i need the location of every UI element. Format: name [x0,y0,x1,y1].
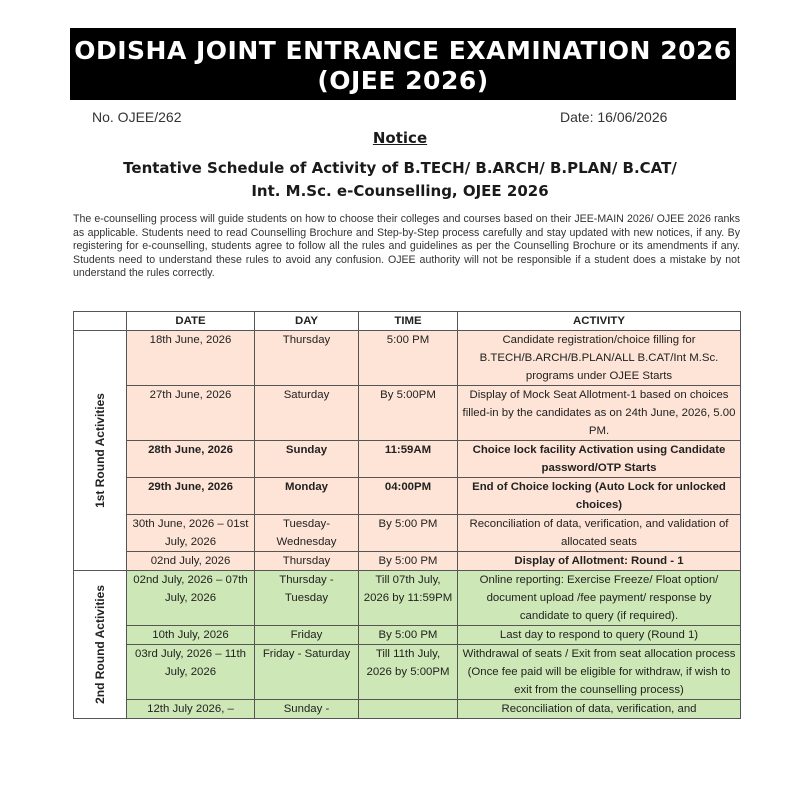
cell-date: 27th June, 2026 [127,386,255,441]
cell-date: 12th July 2026, – [127,700,255,719]
cell-activity: Withdrawal of seats / Exit from seat allocation process (Once fee paid will be eligible for withdraw, if wish to exit from the counselling process) [458,645,741,700]
header-time: TIME [359,312,458,331]
table-row [74,331,741,386]
cell-day: Tuesday-Wednesday [255,515,359,552]
cell-day: Thursday [255,552,359,571]
cell-activity: Reconciliation of data, verification, and validation of allocated seats [458,515,741,552]
intro-paragraph: The e-counselling process will guide students on how to choose their colleges and courses based on their JEE-MAIN 2026/ OJEE 2026 ranks as applicable. Students need to read Counselling Brochure and Step-by-Step process carefully and stay updated with new notices, if any. By registering for e-counselling, students agree to follow all the rules and guidelines as per the Counselling Brochure or its amendments if any. Students need to understand these rules to avoid any confusion. OJEE authority will not be responsible if a student does a mistake by not understand the rules correctly. [73,213,740,280]
cell-date: 02nd July, 2026 – 07th July, 2026 [127,571,255,626]
round1-label-cell [74,331,127,571]
cell-activity: Choice lock facility Activation using Candidate password/OTP Starts [458,441,741,478]
table-row [74,386,741,441]
cell-date: 10th July, 2026 [127,626,255,645]
cell-activity: Display of Mock Seat Allotment-1 based on choices filled-in by the candidates as on 24th June, 2026, 5.00 PM. [458,386,741,441]
header-blank [74,312,127,331]
cell-time [359,700,458,719]
cell-day: Sunday - [255,700,359,719]
schedule-title-line1: Tentative Schedule of Activity of B.TECH/ B.ARCH/ B.PLAN/ B.CAT/ [123,159,677,177]
reference-number: No. OJEE/262 [92,109,182,125]
cell-date: 18th June, 2026 [127,331,255,386]
cell-time: Till 07th July, 2026 by 11:59PM [359,571,458,626]
cell-time: By 5:00 PM [359,552,458,571]
table-row [74,645,741,700]
table-row [74,700,741,719]
cell-activity: Online reporting: Exercise Freeze/ Float option/ document upload /fee payment/ response by candidate to query (if required). [458,571,741,626]
notice-heading: Notice [372,129,428,147]
cell-day: Thursday [255,331,359,386]
header-activity: ACTIVITY [458,312,741,331]
cell-time: 11:59AM [359,441,458,478]
cell-time: By 5:00PM [359,386,458,441]
cell-time: Till 11th July, 2026 by 5:00PM [359,645,458,700]
table-row [74,515,741,552]
table-row [74,478,741,515]
table-header-row [74,312,741,331]
cell-activity: Reconciliation of data, verification, and [458,700,741,719]
cell-day: Friday [255,626,359,645]
cell-activity: Last day to respond to query (Round 1) [458,626,741,645]
exam-subtitle: (OJEE 2026) [317,66,489,95]
cell-day: Monday [255,478,359,515]
header-banner [70,28,736,100]
cell-time: By 5:00 PM [359,515,458,552]
cell-time: 5:00 PM [359,331,458,386]
round1-label: 1st Round Activities [93,393,107,508]
schedule-title-line2: Int. M.Sc. e-Counselling, OJEE 2026 [251,182,549,200]
cell-activity: Display of Allotment: Round - 1 [458,552,741,571]
cell-date: 30th June, 2026 – 01st July, 2026 [127,515,255,552]
table-row [74,626,741,645]
schedule-table [73,311,741,719]
cell-time: By 5:00 PM [359,626,458,645]
exam-title: ODISHA JOINT ENTRANCE EXAMINATION 2026 [74,36,732,65]
table-row [74,441,741,478]
cell-date: 29th June, 2026 [127,478,255,515]
header-day: DAY [255,312,359,331]
cell-day: Sunday [255,441,359,478]
table-row [74,552,741,571]
notice-date: Date: 16/06/2026 [560,109,668,125]
cell-day: Thursday - Tuesday [255,571,359,626]
cell-date: 03rd July, 2026 – 11th July, 2026 [127,645,255,700]
cell-day: Saturday [255,386,359,441]
cell-activity: Candidate registration/choice filling for B.TECH/B.ARCH/B.PLAN/ALL B.CAT/Int M.Sc. programs under OJEE Starts [458,331,741,386]
cell-date: 28th June, 2026 [127,441,255,478]
cell-day: Friday - Saturday [255,645,359,700]
round2-label: 2nd Round Activities [93,585,107,704]
cell-time: 04:00PM [359,478,458,515]
round2-label-cell [74,571,127,719]
header-date: DATE [127,312,255,331]
schedule-title [60,157,740,203]
cell-activity: End of Choice locking (Auto Lock for unlocked choices) [458,478,741,515]
cell-date: 02nd July, 2026 [127,552,255,571]
table-row [74,571,741,626]
